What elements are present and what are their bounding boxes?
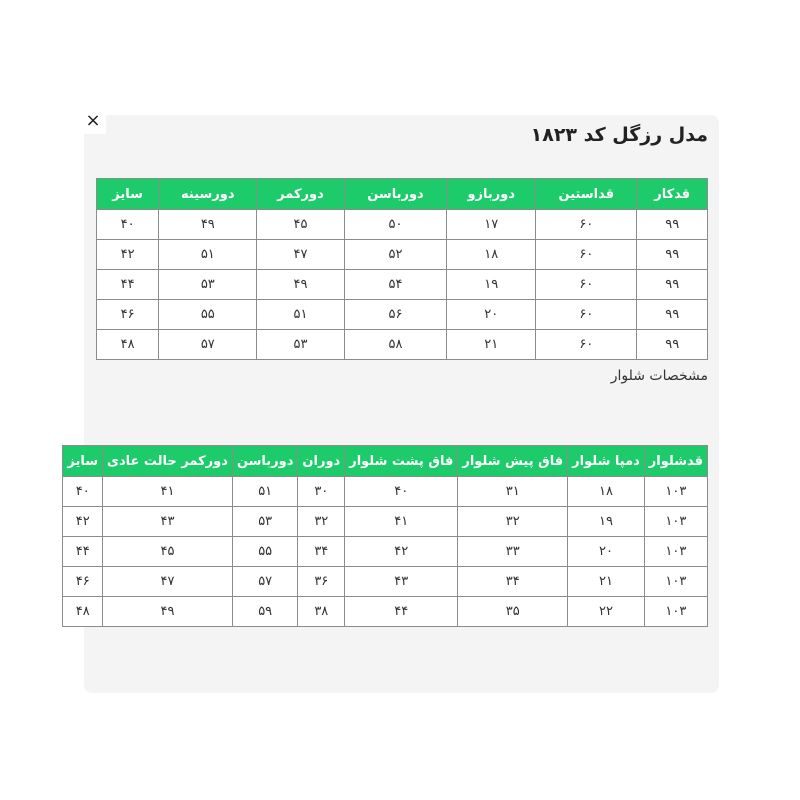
table-cell: ۴۶: [97, 300, 159, 330]
table-cell: ۴۸: [63, 597, 103, 627]
table-cell: ۵۹: [232, 597, 297, 627]
column-header: دوران: [298, 446, 345, 477]
table-cell: ۴۵: [257, 210, 344, 240]
table-cell: ۴۰: [97, 210, 159, 240]
table-cell: ۵۳: [257, 330, 344, 360]
bottom-size-table: [62, 445, 708, 627]
table-cell: ۵۶: [344, 300, 447, 330]
table-cell: ۲۰: [447, 300, 536, 330]
table-cell: ۴۰: [345, 477, 458, 507]
table-cell: ۵۳: [232, 507, 297, 537]
table-cell: ۵۸: [344, 330, 447, 360]
top-size-table: [96, 178, 708, 360]
table-cell: ۲۱: [568, 567, 645, 597]
table-cell: ۴۴: [345, 597, 458, 627]
table-cell: ۳۴: [458, 567, 568, 597]
table-cell: ۴۳: [103, 507, 233, 537]
column-header: قدشلوار: [644, 446, 707, 477]
table-cell: ۱۰۳: [644, 567, 707, 597]
column-header: دورسینه: [159, 179, 257, 210]
table-cell: ۴۹: [103, 597, 233, 627]
table-row: [63, 537, 708, 567]
table-cell: ۱۰۳: [644, 597, 707, 627]
table-cell: ۴۵: [103, 537, 233, 567]
column-header: فاق پیش شلوار: [458, 446, 568, 477]
table-cell: ۹۹: [637, 330, 708, 360]
column-header: فاق پشت شلوار: [345, 446, 458, 477]
table-cell: ۴۶: [63, 567, 103, 597]
table-cell: ۵۷: [232, 567, 297, 597]
table-cell: ۴۸: [97, 330, 159, 360]
close-button[interactable]: ×: [80, 110, 106, 134]
table-cell: ۵۱: [257, 300, 344, 330]
table-cell: ۹۹: [637, 300, 708, 330]
table-cell: ۱۹: [568, 507, 645, 537]
trousers-section-title: مشخصات شلوار: [610, 368, 708, 384]
table-cell: ۱۰۳: [644, 477, 707, 507]
table-cell: ۵۴: [344, 270, 447, 300]
table-cell: ۱۸: [568, 477, 645, 507]
table-cell: ۳۸: [298, 597, 345, 627]
table-row: [63, 477, 708, 507]
table-cell: ۵۵: [232, 537, 297, 567]
table-cell: ۲۱: [447, 330, 536, 360]
table-cell: ۵۷: [159, 330, 257, 360]
table-cell: ۵۲: [344, 240, 447, 270]
table-cell: ۱۷: [447, 210, 536, 240]
table-cell: ۴۴: [63, 537, 103, 567]
column-header: دورباسن: [232, 446, 297, 477]
table-cell: ۵۱: [159, 240, 257, 270]
table-cell: ۳۱: [458, 477, 568, 507]
dialog-title: مدل رزگل کد ۱۸۲۳: [530, 124, 708, 146]
table-cell: ۱۸: [447, 240, 536, 270]
table-cell: ۵۱: [232, 477, 297, 507]
column-header: دورکمر حالت عادی: [103, 446, 233, 477]
column-header: دورکمر: [257, 179, 344, 210]
table-cell: ۴۰: [63, 477, 103, 507]
table-cell: ۲۰: [568, 537, 645, 567]
table-cell: ۱۰۳: [644, 537, 707, 567]
table-cell: ۵۰: [344, 210, 447, 240]
table-cell: ۴۷: [257, 240, 344, 270]
table-cell: ۳۳: [458, 537, 568, 567]
table-cell: ۴۲: [345, 537, 458, 567]
table-row: [63, 567, 708, 597]
table-cell: ۴۹: [159, 210, 257, 240]
table-cell: ۱۹: [447, 270, 536, 300]
table-cell: ۳۴: [298, 537, 345, 567]
table-cell: ۴۲: [63, 507, 103, 537]
table-cell: ۶۰: [536, 210, 637, 240]
table-row: [97, 270, 708, 300]
column-header: دمپا شلوار: [568, 446, 645, 477]
table-cell: ۹۹: [637, 270, 708, 300]
table-cell: ۴۱: [345, 507, 458, 537]
table-row: [97, 240, 708, 270]
table-cell: ۵۵: [159, 300, 257, 330]
column-header: قداستین: [536, 179, 637, 210]
table-row: [97, 330, 708, 360]
table-cell: ۳۲: [298, 507, 345, 537]
table-cell: ۲۲: [568, 597, 645, 627]
table-cell: ۳۶: [298, 567, 345, 597]
table-cell: ۴۳: [345, 567, 458, 597]
table-cell: ۶۰: [536, 300, 637, 330]
table-row: [97, 210, 708, 240]
table-cell: ۵۳: [159, 270, 257, 300]
table-cell: ۹۹: [637, 210, 708, 240]
table-row: [97, 300, 708, 330]
table-cell: ۹۹: [637, 240, 708, 270]
table-row: [63, 507, 708, 537]
column-header: سایز: [63, 446, 103, 477]
table-cell: ۴۴: [97, 270, 159, 300]
table-cell: ۴۹: [257, 270, 344, 300]
table-cell: ۴۷: [103, 567, 233, 597]
table-cell: ۳۲: [458, 507, 568, 537]
column-header: دورباسن: [344, 179, 447, 210]
table-cell: ۱۰۳: [644, 507, 707, 537]
table-cell: ۶۰: [536, 270, 637, 300]
table-cell: ۳۰: [298, 477, 345, 507]
table-cell: ۴۱: [103, 477, 233, 507]
table-cell: ۶۰: [536, 240, 637, 270]
table-cell: ۴۲: [97, 240, 159, 270]
table-row: [63, 597, 708, 627]
column-header: قدکار: [637, 179, 708, 210]
column-header: سایز: [97, 179, 159, 210]
column-header: دوربازو: [447, 179, 536, 210]
table-cell: ۳۵: [458, 597, 568, 627]
table-cell: ۶۰: [536, 330, 637, 360]
